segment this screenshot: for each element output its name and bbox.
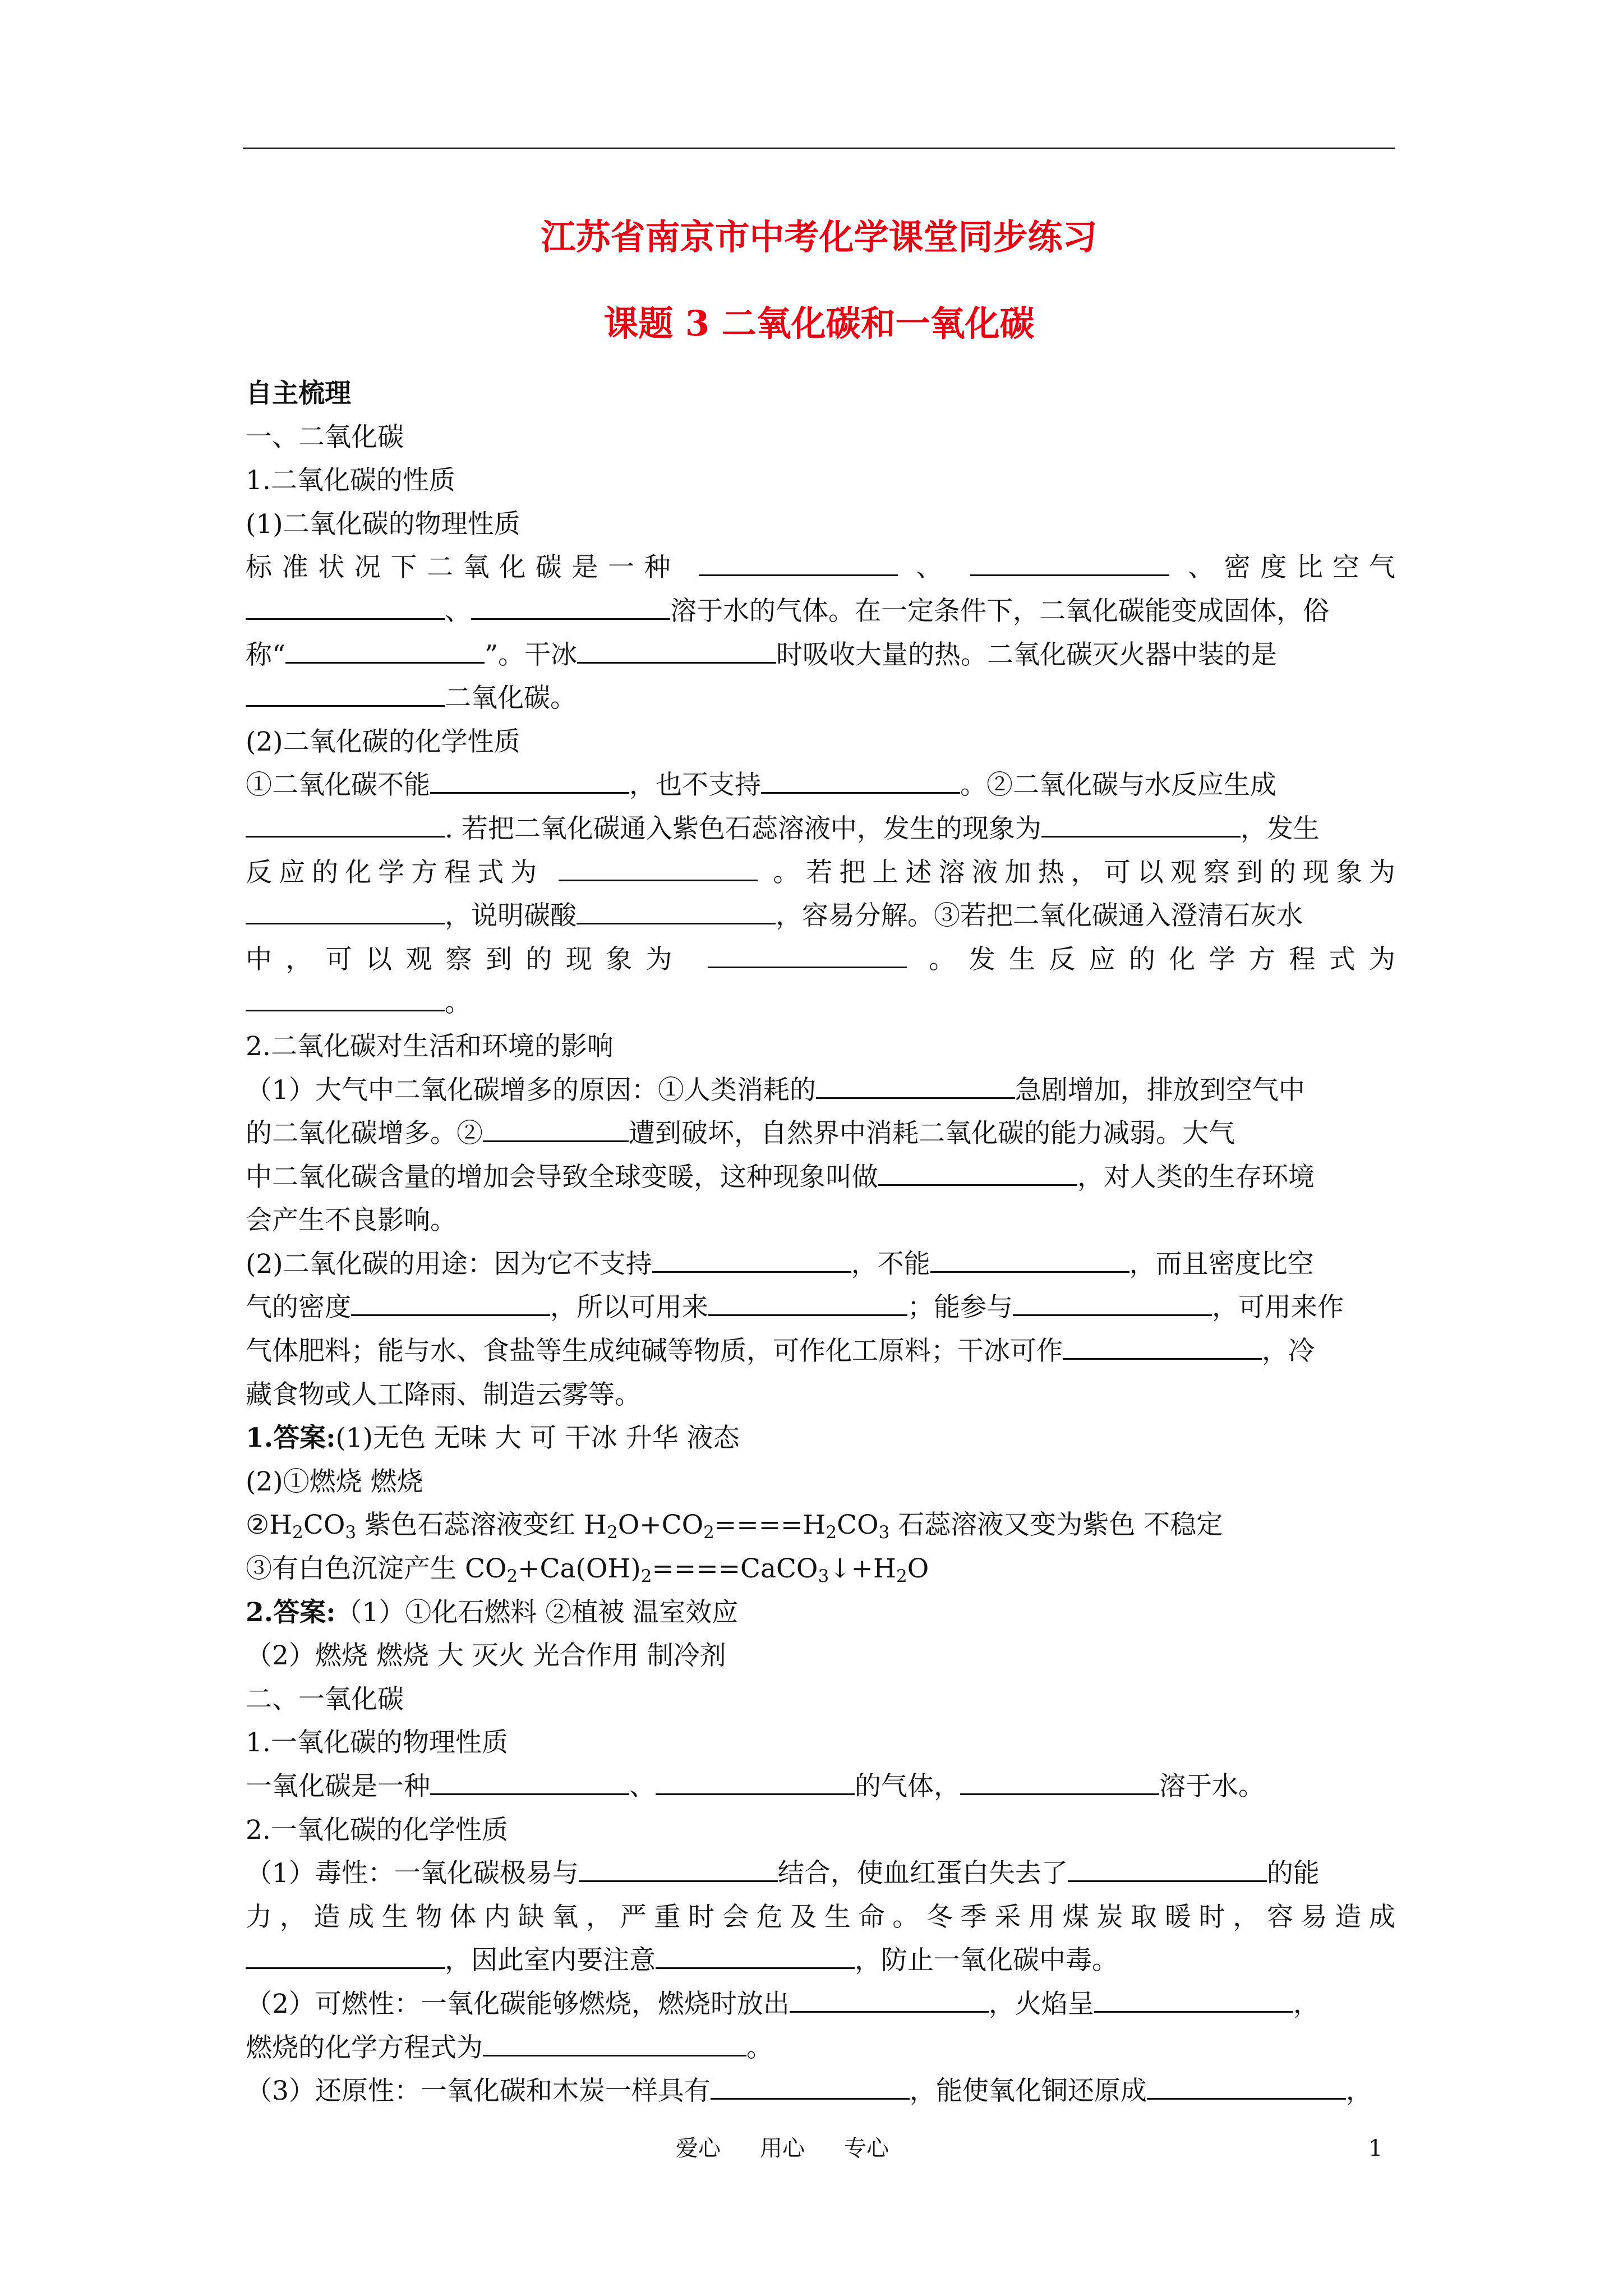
fill-blank[interactable] [1147,2070,1346,2100]
fill-blank[interactable] [711,2070,910,2100]
fill-blank[interactable] [1094,1983,1293,2013]
paragraph-line: 、 溶于水的气体。在一定条件下，二氧化碳能变成固体，俗 [246,590,1395,633]
section-heading: 自主梳理 [246,378,351,409]
co2-physical-title: (1)二氧化碳的物理性质 [246,508,520,540]
fill-blank[interactable] [246,808,445,838]
fill-blank[interactable] [471,590,670,620]
fill-blank[interactable] [246,895,445,924]
answer-label: 2.答案: [246,1596,336,1628]
paragraph-line: （1）毒性：一氧化碳极易与 结合，使血红蛋白失去了 的能 [246,1852,1395,1895]
footer-motto: 爱心 用心 专心 [676,2136,889,2161]
paragraph-line: 一氧化碳是一种 、 的气体， 溶于水。 [246,1765,1395,1809]
fill-blank[interactable] [483,2027,746,2056]
answer-line: ③有白色沉淀产生 $CO_2+Ca(OH)_2====CaCO_3↓+H_2O$ [246,1553,929,1587]
paragraph-line: 标准状况下二氧化碳是一种 、 、密度比空气 [246,546,1395,590]
fill-blank[interactable] [577,895,776,924]
fill-blank[interactable] [430,764,629,794]
fill-blank[interactable] [483,1112,629,1142]
fill-blank[interactable] [246,677,445,707]
answer-line: $②H_2CO_3$ 紫色石蕊溶液变红 $H_2O+CO_2====H_2CO_3$ 石蕊溶液又变为紫色 不稳定 [246,1510,1223,1543]
paragraph-line: （3）还原性：一氧化碳和木炭一样具有 ，能使氧化铜还原成 ， [246,2069,1395,2113]
co-physical-title: 1.一氧化碳的物理性质 [246,1727,508,1759]
fill-blank[interactable] [1013,1286,1212,1316]
fill-blank[interactable] [246,1939,445,1969]
fill-blank[interactable] [577,634,776,664]
paragraph-line: （2）可燃性：一氧化碳能够燃烧，燃烧时放出 ，火焰呈 ， [246,1982,1395,2026]
paragraph-line: （1）大气中二氧化碳增多的原因：①人类消耗的 急剧增加，排放到空气中 [246,1069,1395,1112]
fill-blank[interactable] [652,1243,851,1273]
answer-line: 1.答案:(1)无色 无味 大 可 干冰 升华 液态 [246,1423,740,1454]
paragraph-line: 力，造成生物体内缺氧，严重时会危及生命。冬季采用煤炭取暖时，容易造成 [246,1901,1395,1932]
fill-blank[interactable] [816,1069,1015,1099]
paragraph-line: 的二氧化碳增多。② 遭到破坏，自然界中消耗二氧化碳的能力减弱。大气 [246,1112,1395,1156]
paragraph-line: 气体肥料；能与水、食盐等生成纯碱等物质，可作化工原料；干冰可作 ，冷 [246,1329,1395,1373]
fill-blank[interactable] [246,590,445,620]
co2-environment-title: 2.二氧化碳对生活和环境的影响 [246,1030,614,1062]
lesson-title: 课题 3 二氧化碳和一氧化碳 [603,303,1035,344]
paragraph-line: 气的密度 ，所以可用来 ；能参与 ，可用来作 [246,1286,1395,1329]
paragraph-line: (2)二氧化碳的用途：因为它不支持 ，不能 ，而且密度比空 [246,1243,1395,1286]
paragraph-line: 会产生不良影响。 [246,1205,457,1236]
fill-blank[interactable] [878,1156,1077,1186]
fill-blank[interactable] [351,1286,550,1316]
page-number: 1 [1368,2136,1383,2161]
fill-blank[interactable] [1068,1852,1267,1882]
paragraph-line: 燃烧的化学方程式为 。 [246,2026,1395,2070]
fill-blank[interactable] [246,982,445,1011]
co2-heading: 一、二氧化碳 [246,421,404,453]
page-title: 江苏省南京市中考化学课堂同步练习 [541,217,1098,257]
fill-blank[interactable] [1041,808,1241,838]
worksheet-body [246,372,1395,2113]
fill-blank[interactable] [708,1286,907,1316]
paragraph-line: ，说明碳酸 ，容易分解。③若把二氧化碳通入澄清石灰水 [246,894,1395,938]
paragraph-line: 称“ ”。干冰 时吸收大量的热。二氧化碳灭火器中装的是 [246,633,1395,677]
paragraph-line: ①二氧化碳不能 ，也不支持 。②二氧化碳与水反应生成 [246,763,1395,807]
fill-blank[interactable] [285,634,485,664]
fill-blank[interactable] [579,1852,778,1882]
co2-properties-title: 1.二氧化碳的性质 [246,465,455,496]
answer-line: (2)①燃烧 燃烧 [246,1466,423,1497]
paragraph-line: 藏食物或人工降雨、制造云雾等。 [246,1379,641,1410]
answer-line: 2.答案:（1）①化石燃料 ②植被 温室效应 [246,1596,739,1628]
co2-chemical-title: (2)二氧化碳的化学性质 [246,726,520,757]
answer-line: （2）燃烧 燃烧 大 灭火 光合作用 制冷剂 [246,1640,726,1672]
fill-blank[interactable] [656,1939,855,1969]
fill-blank[interactable] [761,764,960,794]
paragraph-line: ，因此室内要注意 ，防止一氧化碳中毒。 [246,1939,1395,1982]
paragraph-line: 中二氧化碳含量的增加会导致全球变暖，这种现象叫做 ，对人类的生存环境 [246,1156,1395,1199]
fill-blank[interactable] [1063,1330,1262,1360]
paragraph-line: 反应的化学方程式为 。若把上述溶液加热，可以观察到的现象为 [246,851,1395,895]
fill-blank[interactable] [930,1243,1129,1273]
fill-blank[interactable] [960,1765,1159,1795]
paragraph-line: 二氧化碳。 [246,677,1395,720]
answer-label: 1.答案: [246,1423,336,1454]
paragraph-line: 中，可以观察到的现象为 。发生反应的化学方程式为 [246,938,1395,982]
paragraph-line: 。 [246,981,1395,1025]
fill-blank[interactable] [970,546,1169,576]
paragraph-line: . 若把二氧化碳通入紫色石蕊溶液中，发生的现象为 ，发生 [246,807,1395,851]
fill-blank[interactable] [790,1983,989,2013]
co-heading: 二、一氧化碳 [246,1683,404,1715]
fill-blank[interactable] [430,1765,629,1795]
co-chemical-title: 2.一氧化碳的化学性质 [246,1814,508,1846]
header-rule [243,148,1395,149]
fill-blank[interactable] [708,938,907,968]
fill-blank[interactable] [656,1765,855,1795]
fill-blank[interactable] [559,852,758,881]
fill-blank[interactable] [699,546,898,576]
